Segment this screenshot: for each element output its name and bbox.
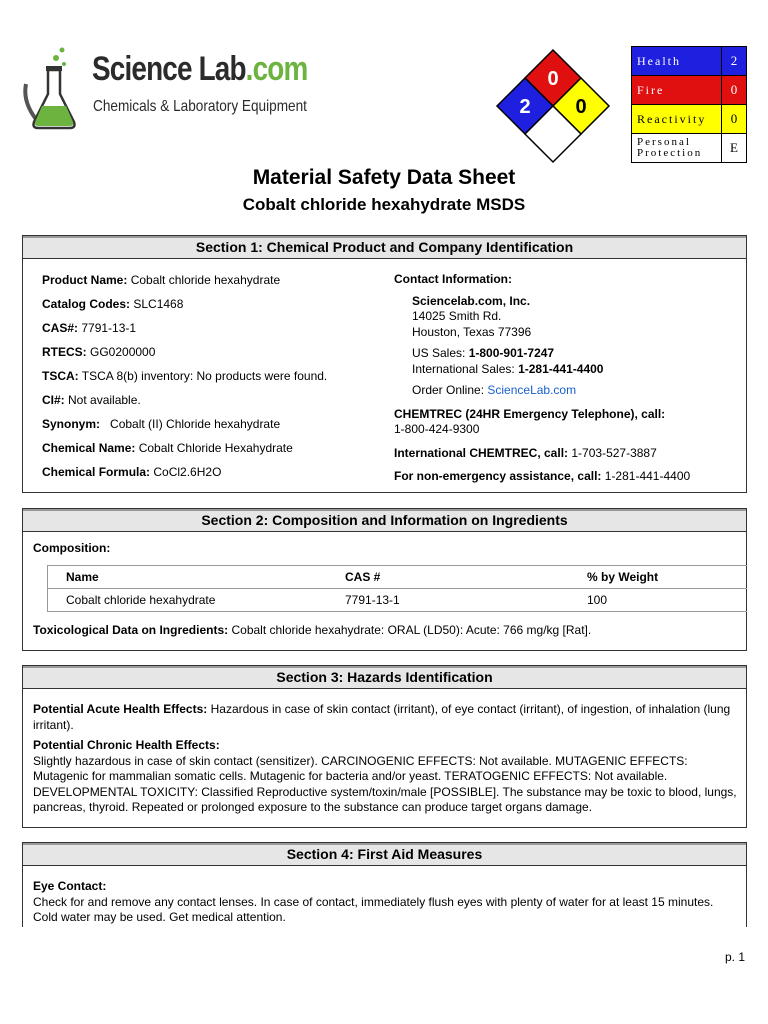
nfpa-fire-value: 0 [547,68,559,90]
ingredient-cas: 7791-13-1 [345,589,587,612]
hmis-rating-table [631,46,747,163]
column-header-weight: % by Weight [587,566,747,589]
document-subtitle: Cobalt chloride hexahydrate MSDS [242,195,526,214]
hazards-body [33,702,739,821]
hmis-fire-label: Fire [632,76,722,104]
hmis-ppe-value: E [730,140,738,155]
acute-health-effects: Potential Acute Health Effects: Hazardous in case of skin contact (irritant), of eye contact (irritant), of ingestion, of inhalation (lung irritant). [33,702,731,732]
composition-table [47,565,747,612]
contact-information [394,272,739,485]
field-ci: CI#: Not available. [42,393,141,407]
hmis-reactivity-value: 0 [730,111,738,126]
field-chemical-name: Chemical Name: Cobalt Chloride Hexahydrate [42,441,293,455]
first-aid-body [33,879,739,926]
section-1-heading: Section 1: Chemical Product and Company Identification [23,236,746,259]
nfpa-diamond [495,48,611,164]
sciencelab-logo [20,44,310,134]
section-4-heading: Section 4: First Aid Measures [23,843,746,866]
section-4 [22,842,747,927]
order-online: Order Online: ScienceLab.com [412,383,577,397]
hmis-fire-value: 0 [730,82,738,97]
page-number: p. 1 [724,950,745,964]
section-3-heading: Section 3: Hazards Identification [23,666,746,689]
hmis-reactivity-label: Reactivity [632,105,722,133]
contact-heading: Contact Information: [394,272,512,286]
nfpa-health-value: 2 [519,96,531,118]
international-chemtrec: International CHEMTREC, call: 1-703-527-3887 [394,445,657,460]
field-product-name: Product Name: Cobalt chloride hexahydrate [42,273,281,287]
logo-wordmark: Science Lab.com [92,50,308,88]
field-chemical-formula: Chemical Formula: CoCl2.6H2O [42,465,222,479]
table-header-row [48,566,748,589]
field-synonym: Synonym: Cobalt (II) Chloride hexahydrate [42,417,281,431]
product-identification [42,272,382,488]
ingredient-name: Cobalt chloride hexahydrate [48,589,346,612]
international-sales: International Sales: 1-281-441-4400 [412,361,604,376]
hmis-health-row [632,47,746,76]
column-header-cas: CAS # [345,566,587,589]
company-street: 14025 Smith Rd. [412,309,502,323]
chemtrec-phone: 1-800-424-9300 [394,422,480,436]
field-catalog-codes: Catalog Codes: SLC1468 [42,297,184,311]
sciencelab-link[interactable]: ScienceLab.com [487,383,577,397]
field-tsca: TSCA: TSCA 8(b) inventory: No products were found. [42,369,328,383]
non-emergency-assistance: For non-emergency assistance, call: 1-281-441-4400 [394,469,691,483]
section-1 [22,235,747,493]
logo-tagline: Chemicals & Laboratory Equipment [93,98,307,115]
field-rtecs: RTECS: GG0200000 [42,345,156,359]
column-header-name: Name [48,566,346,589]
company-name: Sciencelab.com, Inc. [412,293,531,308]
company-city: Houston, Texas 77396 [412,324,532,339]
chronic-health-effects: Potential Chronic Health Effects: Slightly hazardous in case of skin contact (sensitizer). CARCINOGENIC EFFECTS: Not available. MUTAGENIC EFFECTS: Mutagenic for mammalian somatic cells. Mutagenic for bacteria and/or yeast. TERATOGENIC EFFECTS: Not available. DEVELOPMENTAL TOXICITY: Classified Reproductive system/toxin/male [POSSIBLE]. The substance may be toxic to blood, lungs, pancreas, thyroid. Repeated or prolonged exposure to the substance can produce target organs damage. [33,738,737,814]
section-2-heading: Section 2: Composition and Information on Ingredients [23,509,746,532]
document-title: Material Safety Data Sheet [252,166,516,189]
hmis-ppe-row [632,134,746,162]
eye-contact-label: Eye Contact: [33,879,107,893]
table-row [48,589,748,612]
us-sales: US Sales: 1-800-901-7247 [412,346,555,360]
hmis-reactivity-row [632,105,746,134]
field-cas: CAS#: 7791-13-1 [42,321,137,335]
chemtrec-label: CHEMTREC (24HR Emergency Telephone), call: [394,406,666,421]
nfpa-reactivity-value: 0 [575,96,587,118]
hmis-health-label: Health [632,47,722,75]
hmis-ppe-label: Personal Protection [632,134,722,162]
toxicological-data: Toxicological Data on Ingredients: Cobalt chloride hexahydrate: ORAL (LD50): Acute: 766 mg/kg [Rat]. [33,623,592,637]
eye-contact-text: Check for and remove any contact lenses. In case of contact, immediately flush eyes with plenty of water for at least 15 minutes. Cold water may be used. Get medical attention. [33,894,714,924]
hmis-fire-row [632,76,746,105]
composition-label: Composition: [33,541,111,555]
section-2 [22,508,747,651]
ingredient-weight: 100 [587,589,747,612]
hmis-health-value: 2 [730,53,738,68]
section-3 [22,665,747,828]
flask-icon [20,44,90,134]
